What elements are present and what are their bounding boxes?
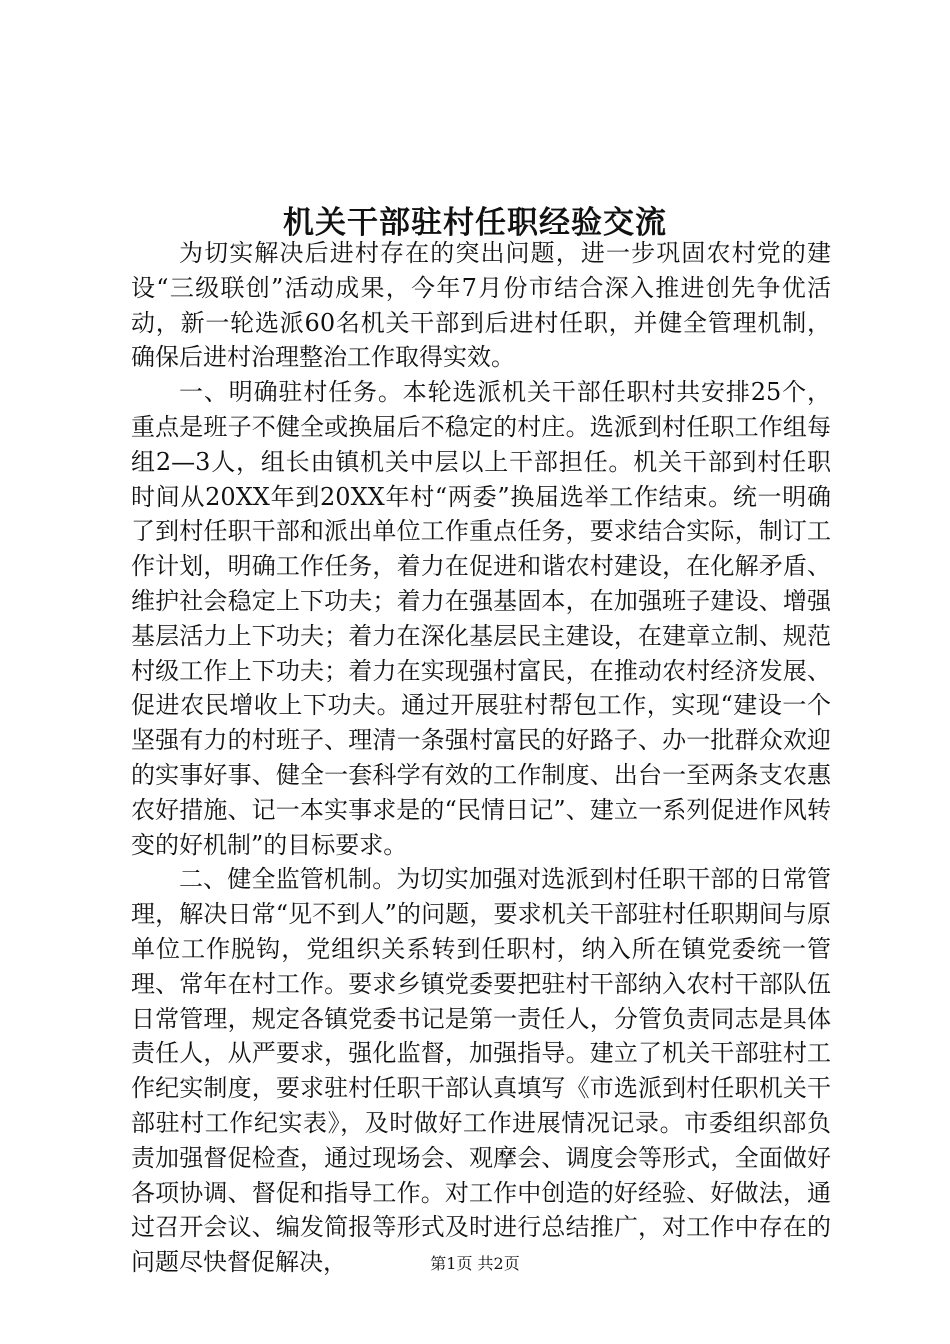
document-body — [131, 236, 831, 1280]
section-one-paragraph: 一、明确驻村任务。本轮选派机关干部任职村共安排25个，重点是班子不健全或换届后不稳定的村庄。选派到村任职工作组每组2—3人，组长由镇机关中层以上干部担任。机关干部到村任职时间从20XX年到20XX年村“两委”换届选举工作结束。统一明确了到村任职干部和派出单位工作重点任务，要求结合实际，制订工作计划，明确工作任务，着力在促进和谐农村建设，在化解矛盾、维护社会稳定上下功夫；着力在强基固本，在加强班子建设、增强基层活力上下功夫；着力在深化基层民主建设，在建章立制、规范村级工作上下功夫；着力在实现强村富民，在推动农村经济发展、促进农民增收上下功夫。通过开展驻村帮包工作，实现“建设一个坚强有力的村班子、理清一条强村富民的好路子、办一批群众欢迎的实事好事、健全一套科学有效的工作制度、出台一至两条支农惠农好措施、记一本实事求是的“民情日记”、建立一系列促进作风转变的好机制”的目标要求。 — [131, 378, 831, 859]
section-two-paragraph: 二、健全监管机制。为切实加强对选派到村任职干部的日常管理，解决日常“见不到人”的问题，要求机关干部驻村任职期间与原单位工作脱钩，党组织关系转到任职村，纳入所在镇党委统一管理、常年在村工作。要求乡镇党委要把驻村干部纳入农村干部队伍日常管理，规定各镇党委书记是第一责任人，分管负责同志是具体责任人，从严要求，强化监督，加强指导。建立了机关干部驻村工作纪实制度，要求驻村任职干部认真填写《市选派到村任职机关干部驻村工作纪实表》，及时做好工作进展情况记录。市委组织部负责加强督促检查，通过现场会、观摩会、调度会等形式，全面做好各项协调、督促和指导工作。对工作中创造的好经验、好做法，通过召开会议、编发简报等形式及时进行总结推广，对工作中存在的问题尽快督促解决， — [131, 865, 831, 1277]
intro-paragraph: 为切实解决后进村存在的突出问题，进一步巩固农村党的建设“三级联创”活动成果，今年7月份市结合深入推进创先争优活动，新一轮选派60名机关干部到后进村任职，并健全管理机制，确保后进村治理整治工作取得实效。 — [131, 239, 831, 372]
document-title: 机关干部驻村任职经验交流 — [283, 204, 667, 241]
page-number-footer: 第1页 共2页 — [430, 1254, 520, 1273]
